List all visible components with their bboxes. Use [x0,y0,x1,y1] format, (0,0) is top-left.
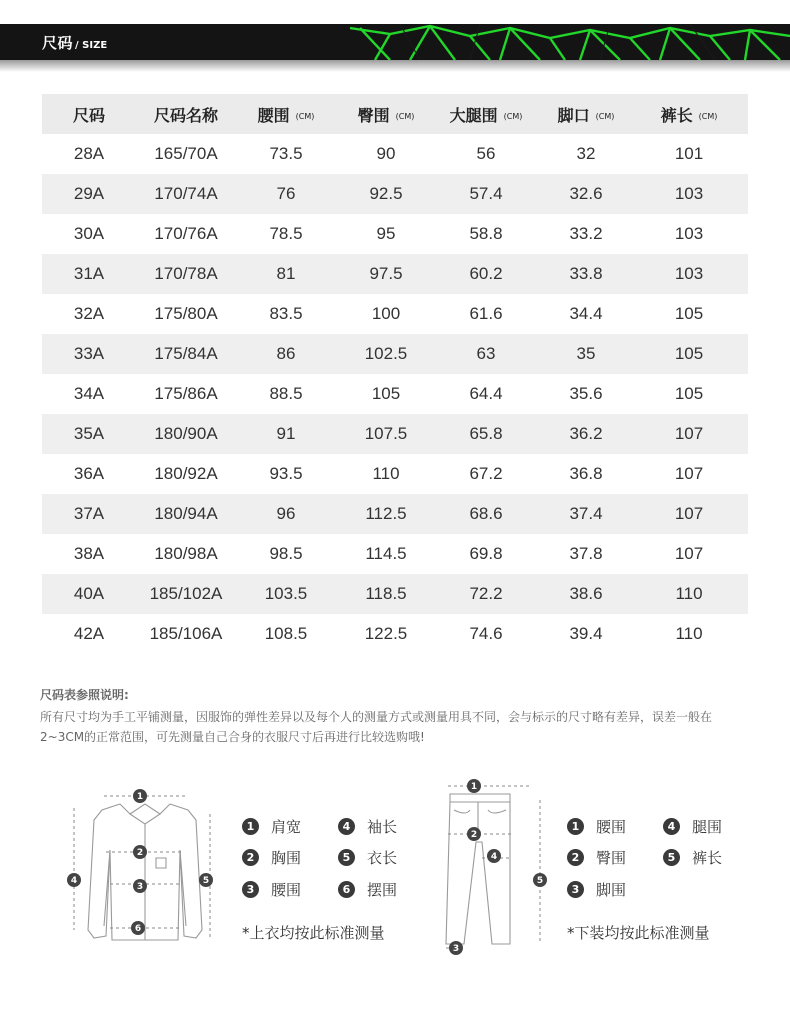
table-row [42,174,748,214]
table-cell: 96 [276,504,296,523]
table-cell: 118.5 [365,584,407,603]
table-cell: 170/74A [154,184,218,203]
table-cell: 40A [73,584,105,603]
table-cell: 39.4 [569,624,603,643]
table-cell: 83.5 [269,304,303,323]
table-cell: 170/78A [154,264,218,283]
column-header: 裤长 (CM) [660,105,718,125]
table-cell: 112.5 [365,504,407,523]
table-cell: 107 [674,424,704,443]
section-subtitle: / SIZE [75,40,108,51]
legend-item: 4 袖长 [338,816,397,837]
table-cell: 56 [476,144,496,163]
table-cell: 175/86A [154,384,218,403]
table-row [42,534,748,574]
table-cell: 33A [73,344,105,363]
legend-item: 2 臀围 [567,847,626,868]
legend-item: 1 肩宽 [242,816,301,837]
pants-caption: *下装均按此标准测量 [567,924,710,942]
notes-text: 所有尺寸均为手工平铺测量，因服饰的弹性差异以及每个人的测量方式或测量用具不同，会与标示的尺寸略有差异，误差一般在2~3CM的正常范围，可先测量自己合身的衣服尺寸后再进行比较选购哦! [40,710,713,744]
pants-marker: 1 [470,782,478,792]
table-cell: 33.2 [569,224,603,243]
table-body [42,134,748,654]
table-cell: 30A [73,224,105,243]
table-cell: 36.2 [569,424,603,443]
column-header: 尺码 [72,105,105,125]
table-cell: 68.6 [469,504,503,523]
table-cell: 76 [276,184,296,203]
table-cell: 72.2 [469,584,503,603]
table-cell: 31A [73,264,105,283]
table-cell: 32.6 [569,184,603,203]
pants-marker: 5 [536,876,544,886]
column-header: 腰围 (CM) [257,105,315,125]
table-cell: 34.4 [569,304,603,323]
size-table [42,94,748,654]
table-cell: 103.5 [264,584,308,603]
table-row [42,374,748,414]
table-row [42,254,748,294]
table-row [42,334,748,374]
table-header-row [42,94,748,134]
green-lines-decoration [350,24,790,60]
table-row [42,414,748,454]
shirt-marker: 6 [134,924,142,934]
table-cell: 29A [73,184,105,203]
pants-marker: 4 [490,852,498,862]
table-row [42,134,748,174]
table-cell: 103 [674,184,704,203]
shirt-caption: *上衣均按此标准测量 [242,924,385,942]
table-cell: 114.5 [365,544,407,563]
table-cell: 38A [73,544,105,563]
table-cell: 122.5 [364,624,408,643]
table-cell: 42A [73,624,105,643]
table-cell: 74.6 [469,624,503,643]
table-cell: 98.5 [269,544,303,563]
table-cell: 64.4 [469,384,503,403]
table-cell: 165/70A [154,144,218,163]
table-cell: 180/92A [154,464,218,483]
pants-marker: 3 [452,944,460,954]
table-cell: 91 [276,424,296,443]
table-cell: 90 [376,144,396,163]
table-cell: 101 [674,144,704,163]
table-cell: 61.6 [469,304,503,323]
table-cell: 180/94A [154,504,218,523]
table-row [42,494,748,534]
table-cell: 97.5 [369,264,403,283]
table-cell: 36A [73,464,105,483]
shirt-marker: 1 [136,792,144,802]
table-cell: 37.8 [569,544,603,563]
table-cell: 28A [73,144,105,163]
table-cell: 102.5 [364,344,408,363]
table-cell: 107.5 [364,424,408,443]
column-header: 尺码名称 [153,105,218,125]
table-cell: 175/84A [154,344,218,363]
table-cell: 103 [674,264,704,283]
table-cell: 95 [376,224,396,243]
table-cell: 105 [674,304,704,323]
column-header: 臀围 (CM) [357,105,415,125]
table-cell: 73.5 [269,144,303,163]
table-cell: 88.5 [269,384,303,403]
table-cell: 86 [276,344,296,363]
table-cell: 110 [675,584,703,603]
table-cell: 185/102A [149,584,223,603]
legend-item: 4 腿围 [663,816,722,837]
table-cell: 105 [674,384,704,403]
column-header: 脚口 (CM) [557,105,615,125]
table-cell: 65.8 [469,424,503,443]
table-cell: 32A [73,304,105,323]
pants-marker: 2 [470,830,478,840]
shirt-marker: 3 [136,882,144,892]
table-cell: 57.4 [469,184,503,203]
table-row [42,214,748,254]
notes-title: 尺码表参照说明: [40,688,129,702]
header-shadow [0,60,790,72]
table-cell: 37.4 [569,504,603,523]
legend-item: 1 腰围 [567,816,626,837]
table-cell: 170/76A [154,224,218,243]
legend-item: 5 裤长 [663,847,722,868]
table-cell: 103 [674,224,704,243]
table-cell: 34A [73,384,105,403]
table-cell: 69.8 [469,544,503,563]
legend-item: 6 摆围 [338,879,397,900]
shirt-diagram [60,780,230,950]
table-row [42,614,748,654]
table-row [42,574,748,614]
table-cell: 105 [674,344,704,363]
table-cell: 107 [674,504,704,523]
table-cell: 180/98A [154,544,218,563]
table-cell: 35.6 [569,384,603,403]
table-cell: 37A [73,504,105,523]
table-cell: 32 [576,144,596,163]
table-cell: 81 [276,264,296,283]
legend-item: 2 胸围 [242,847,301,868]
table-row [42,294,748,334]
table-cell: 107 [674,464,704,483]
section-title-text: 尺码 [42,34,74,52]
table-cell: 107 [674,544,704,563]
table-cell: 38.6 [569,584,603,603]
table-cell: 63 [476,344,496,363]
table-cell: 67.2 [469,464,503,483]
table-row [42,454,748,494]
table-cell: 180/90A [154,424,218,443]
shirt-marker: 4 [70,876,78,886]
section-header [0,24,790,60]
table-cell: 58.8 [469,224,503,243]
table-cell: 93.5 [269,464,303,483]
section-title [42,32,107,53]
legend-item: 5 衣长 [338,847,397,868]
table-cell: 108.5 [264,624,308,643]
legend-item: 3 脚围 [567,879,626,900]
table-cell: 36.8 [569,464,603,483]
table-cell: 35A [73,424,105,443]
legend-item: 3 腰围 [242,879,301,900]
pants-diagram [436,776,556,960]
table-cell: 105 [371,384,401,403]
table-cell: 110 [675,624,703,643]
table-cell: 92.5 [369,184,403,203]
table-cell: 33.8 [569,264,603,283]
table-cell: 175/80A [154,304,218,323]
table-cell: 60.2 [469,264,503,283]
table-cell: 78.5 [269,224,303,243]
shirt-marker: 2 [136,848,144,858]
table-cell: 35 [576,344,596,363]
table-cell: 185/106A [149,624,223,643]
table-cell: 110 [372,464,400,483]
shirt-marker: 5 [202,876,210,886]
column-header: 大腿围 (CM) [449,105,523,125]
table-cell: 100 [371,304,401,323]
